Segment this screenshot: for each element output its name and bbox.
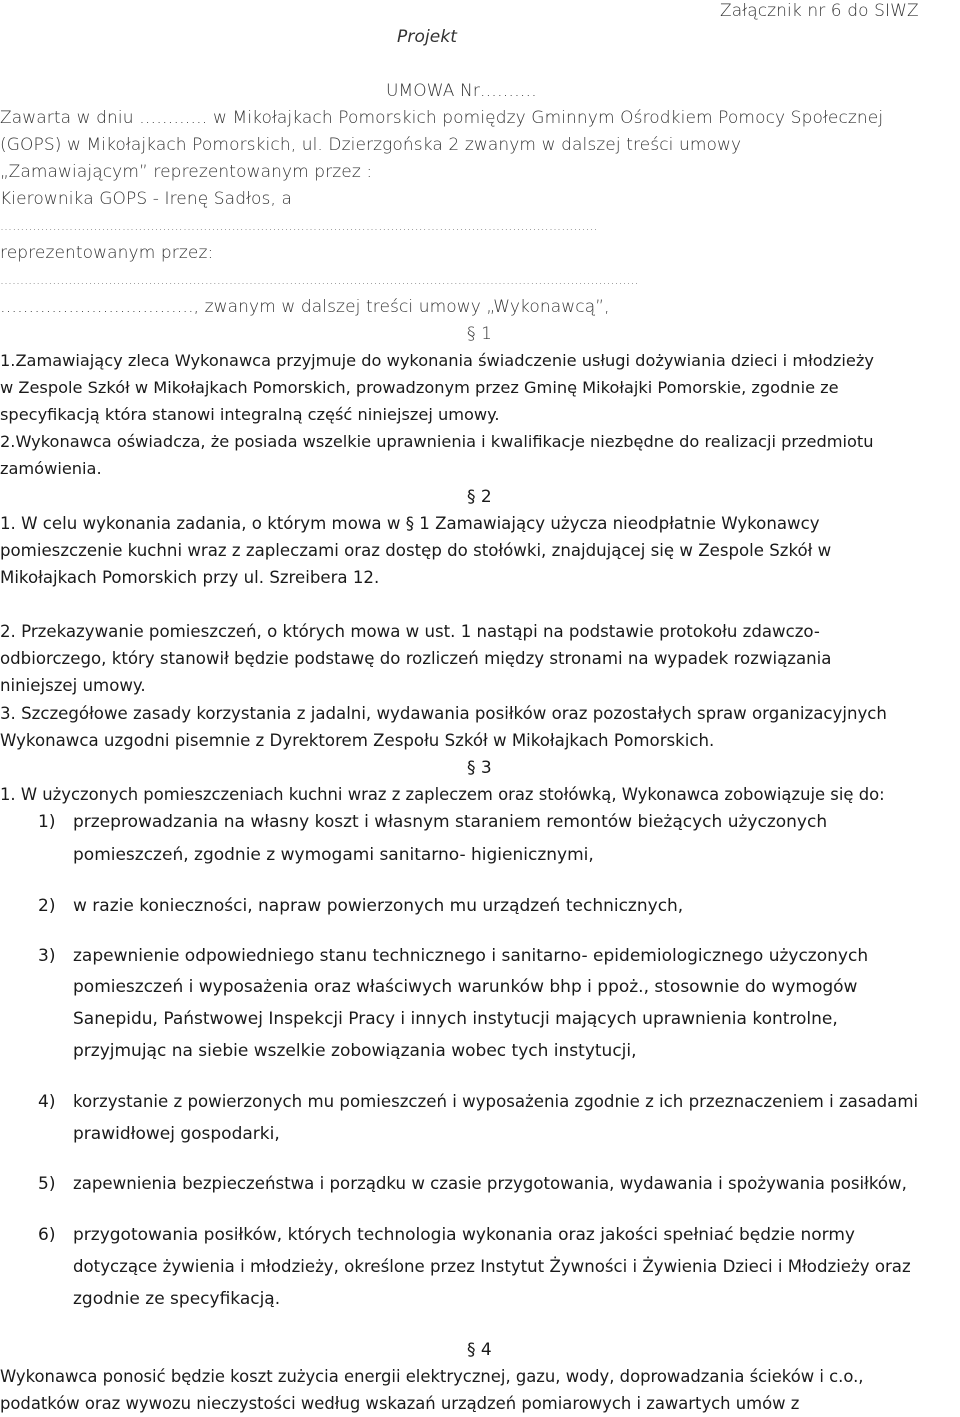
section-heading: § 3 [467,758,492,778]
paragraph-line: Wykonawca uzgodni pisemnie z Dyrektorem Zespołu Szkół w Mikołajkach Pomorskich. [0,731,715,750]
paragraph-line: 2. Przekazywanie pomieszczeń, o których mowa w ust. 1 nastąpi na podstawie protokołu zdawczo- [0,622,820,641]
section-heading: § 1 [467,324,493,344]
list-item-number: 1) [38,812,56,832]
list-item-line: zapewnienie odpowiedniego stanu technicznego i sanitarno- epidemiologicznego użyczonych [73,946,869,966]
intro-line: ……………………………., zwanym w dalszej treści umowy „Wykonawcą”, [0,297,610,317]
section-heading: § 2 [467,487,492,507]
paragraph-line: Wykonawca ponosić będzie koszt zużycia energii elektrycznej, gazu, wody, doprowadzania ścieków i c.o., [0,1367,864,1386]
intro-line: Zawarta w dniu ………… w Mikołajkach Pomorskich pomiędzy Gminnym Ośrodkiem Pomocy Społecznej [0,108,884,128]
list-item-line: przeprowadzania na własny koszt i własnym staraniem remontów bieżących użyczonych [73,812,828,832]
paragraph-line: Mikołajkach Pomorskich przy ul. Szreibera 12. [0,568,380,587]
list-item-number: 4) [38,1092,56,1112]
paragraph-line: w Zespole Szkół w Mikołajkach Pomorskich, prowadzonym przez Gminę Mikołajki Pomorskie, zgodnie ze [0,378,839,397]
paragraph-line: podatków oraz wywozu nieczystości według wskazań urządzeń pomiarowych i zawartych umów z [0,1394,800,1413]
paragraph-line: specyfikacją która stanowi integralną część niniejszej umowy. [0,405,500,424]
intro-line: (GOPS) w Mikołajkach Pomorskich, ul. Dzierzgońska 2 zwanym w dalszej treści umowy [0,135,742,155]
list-item-line: w razie konieczności, napraw powierzonych mu urządzeń technicznych, [73,896,684,916]
intro-line: Kierownika GOPS - Irenę Sadłos, a [0,189,292,209]
list-item-number: 2) [38,896,56,916]
annex-label: Załącznik nr 6 do SIWZ [720,1,919,21]
section-heading: § 4 [467,1340,492,1360]
intro-line: „Zamawiającym” reprezentowanym przez : [0,162,373,182]
contract-title: UMOWA Nr………. [386,81,537,101]
project-label: Projekt [397,27,458,47]
list-item-line: przyjmując na siebie wszelkie zobowiązania wobec tych instytucji, [73,1041,637,1061]
intro-dots: ………………………………………………………………………………………………………………………………… [0,219,598,233]
list-item-line: przygotowania posiłków, których technologia wykonania oraz jakości spełniać będzie normy [73,1225,855,1245]
paragraph-line: 3. Szczegółowe zasady korzystania z jadalni, wydawania posiłków oraz pozostałych spraw organizacyjnych [0,704,887,723]
paragraph-line: pomieszczenie kuchni wraz z zapleczami oraz dostęp do stołówki, znajdującej się w Zespole Szkół w [0,541,832,560]
list-item-line: korzystanie z powierzonych mu pomieszczeń i wyposażenia zgodnie z ich przeznaczeniem i zasadami [73,1092,919,1111]
paragraph-line: 1. W celu wykonania zadania, o którym mowa w § 1 Zamawiający użycza nieodpłatnie Wykonawcy [0,514,820,533]
list-item-number: 3) [38,946,56,966]
list-item-number: 6) [38,1225,56,1245]
paragraph-line: niniejszej umowy. [0,676,146,695]
intro-dots: …………………………………………………………………………………………………………………………………………… [0,273,639,287]
list-item-line: pomieszczeń, zgodnie z wymogami sanitarno- higienicznymi, [73,845,594,865]
list-item-line: prawidłowej gospodarki, [73,1124,280,1144]
paragraph-line: 1. W użyczonych pomieszczeniach kuchni wraz z zapleczem oraz stołówką, Wykonawca zobowiązuje się do: [0,785,885,804]
paragraph-line: 1.Zamawiający zleca Wykonawca przyjmuje do wykonania świadczenie usługi dożywiania dzieci i młodzieży [0,351,874,370]
list-item-line: zapewnienia bezpieczeństwa i porządku w czasie przygotowania, wydawania i spożywania posiłków, [73,1174,907,1193]
intro-line: reprezentowanym przez: [0,243,214,263]
paragraph-line: 2.Wykonawca oświadcza, że posiada wszelkie uprawnienia i kwalifikacje niezbędne do realizacji przedmiotu [0,432,874,451]
paragraph-line: odbiorczego, który stanowił będzie podstawę do rozliczeń między stronami na wypadek rozwiązania [0,649,832,668]
list-item-line: pomieszczeń i wyposażenia oraz właściwych warunków bhp i ppoż., stosownie do wymogów [73,977,858,997]
list-item-number: 5) [38,1174,56,1194]
list-item-line: dotyczące żywienia i młodzieży, określone przez Instytut Żywności i Żywienia Dzieci i Młodzieży oraz [73,1257,911,1276]
list-item-line: Sanepidu, Państwowej Inspekcji Pracy i innych instytucji mających uprawnienia kontrolne, [73,1009,838,1029]
paragraph-line: zamówienia. [0,459,102,478]
list-item-line: zgodnie ze specyfikacją. [73,1289,281,1309]
